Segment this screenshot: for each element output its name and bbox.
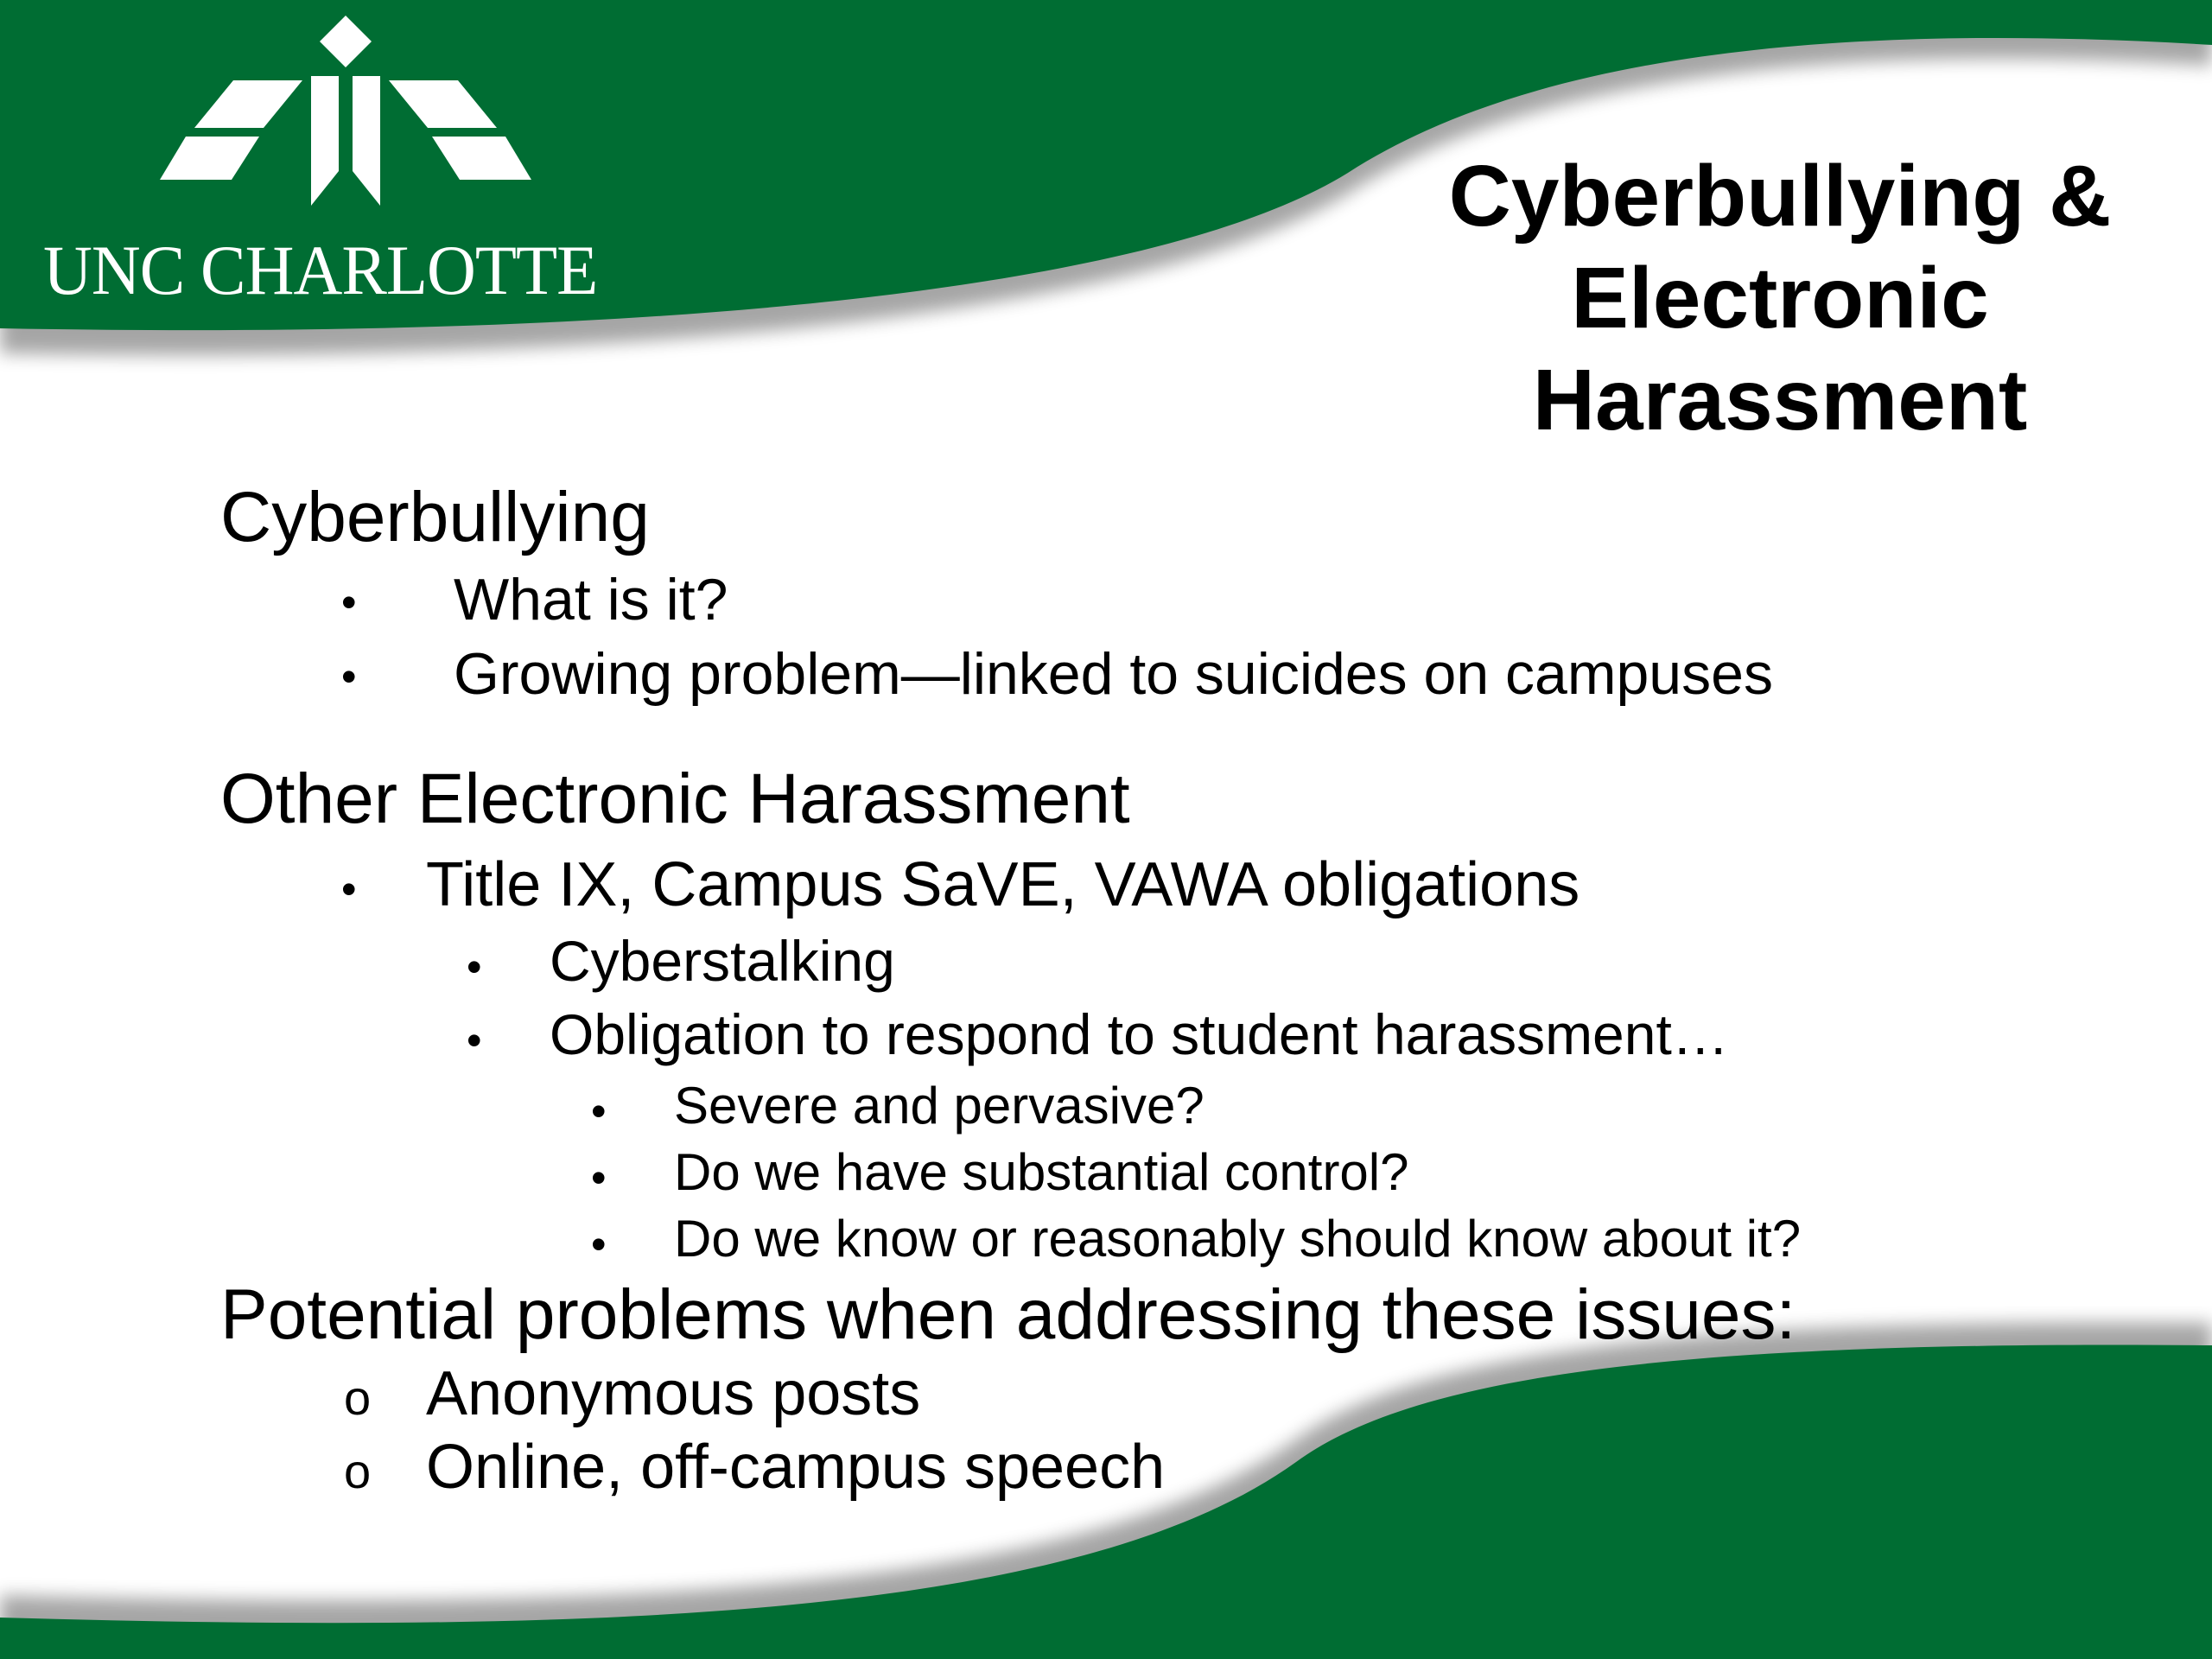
- section-heading-cyberbullying: Cyberbullying: [220, 478, 650, 556]
- logo-text: UNC CHARLOTTE: [43, 231, 598, 309]
- list-item: Growing problem—linked to suicides on campuses: [454, 641, 1773, 707]
- list-item: Anonymous posts: [426, 1359, 921, 1428]
- bullet: •: [341, 578, 357, 626]
- circle-bullet: o: [344, 1370, 372, 1425]
- slide-title: [1348, 145, 2212, 451]
- title-line-3: Harassment: [1532, 352, 2028, 448]
- title-line-1: Cyberbullying &: [1448, 148, 2112, 245]
- bullet: •: [591, 1220, 607, 1268]
- bullet: •: [591, 1087, 607, 1135]
- list-item: Cyberstalking: [550, 929, 895, 993]
- bullet: •: [341, 652, 357, 701]
- list-item: Do we have substantial control?: [674, 1143, 1409, 1201]
- list-item: Do we know or reasonably should know about it?: [674, 1210, 1802, 1268]
- list-item: Severe and pervasive?: [674, 1077, 1205, 1135]
- bullet: •: [467, 1016, 482, 1065]
- bullet: •: [341, 865, 357, 913]
- section-heading-potential-problems: Potential problems when addressing these issues:: [220, 1275, 1796, 1354]
- list-item: Title IX, Campus SaVE, VAWA obligations: [426, 850, 1580, 919]
- list-item: What is it?: [454, 567, 728, 632]
- title-line-2: Electronic: [1571, 250, 1989, 346]
- unc-charlotte-logo: [17, 7, 709, 318]
- section-heading-other-harassment: Other Electronic Harassment: [220, 760, 1130, 838]
- unc-charlotte-crown-icon: [17, 7, 709, 232]
- list-item: Obligation to respond to student harassment…: [550, 1002, 1729, 1066]
- circle-bullet: o: [344, 1444, 372, 1498]
- bullet: •: [467, 943, 482, 991]
- list-item: Online, off-campus speech: [426, 1433, 1166, 1502]
- bullet: •: [591, 1154, 607, 1202]
